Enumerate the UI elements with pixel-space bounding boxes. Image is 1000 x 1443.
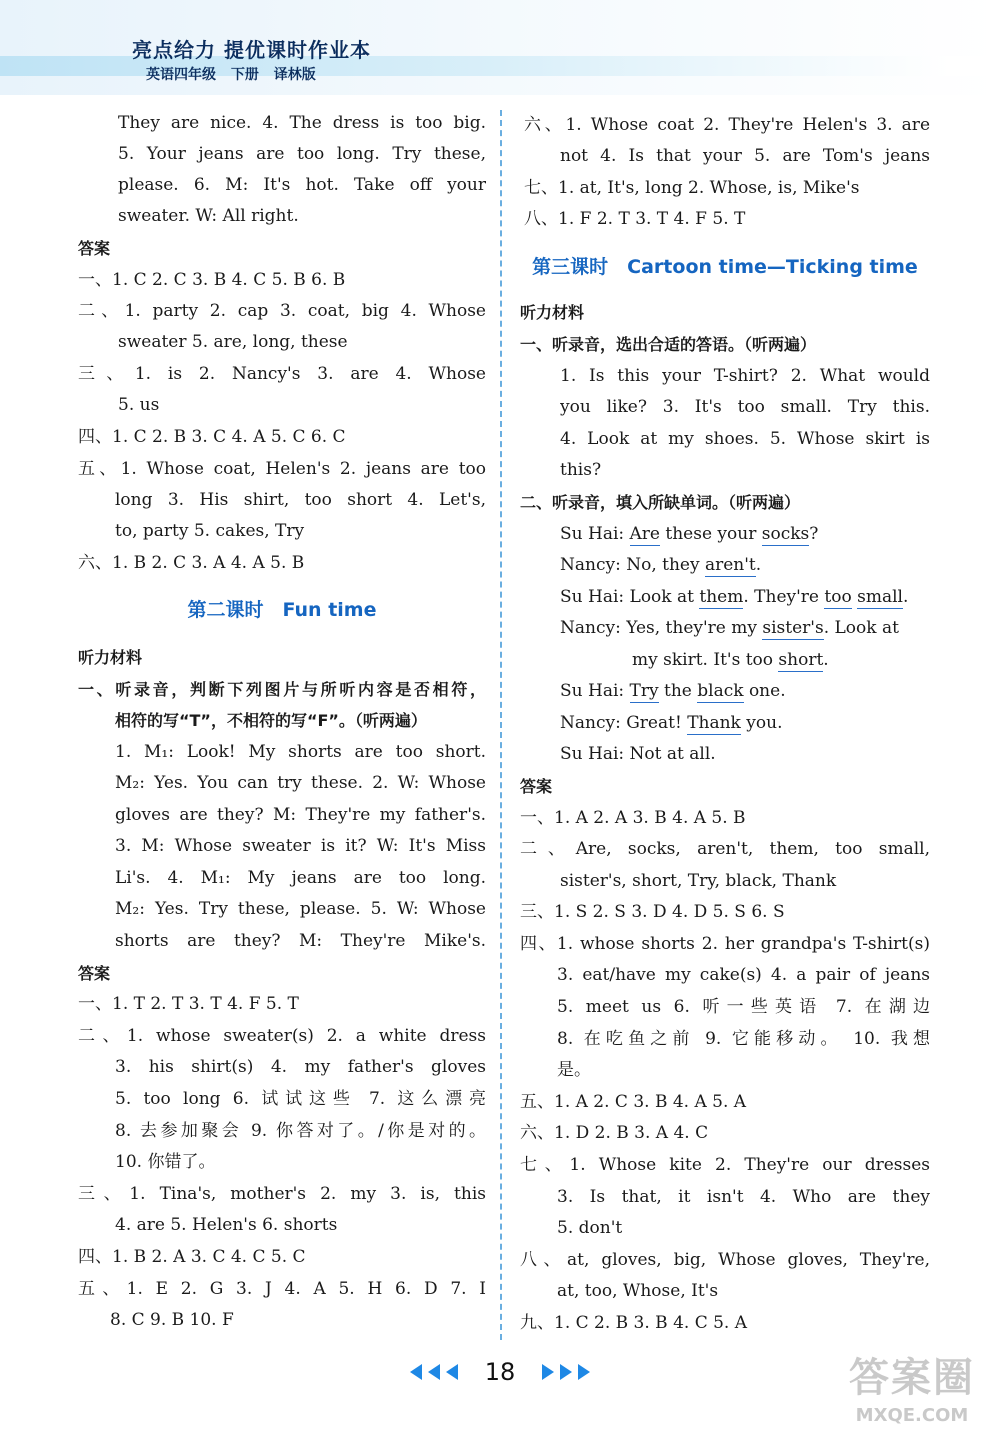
- filled-blank: Thank: [687, 713, 741, 733]
- answer-line: 九、1. C 2. B 3. B 4. C 5. A: [520, 1313, 748, 1333]
- filled-blank: black: [697, 681, 744, 701]
- answer-line: 二、1. party 2. cap 3. coat, big 4. Whose: [78, 301, 486, 321]
- dialogue-text: the: [658, 681, 698, 701]
- filled-blank: sister's: [762, 618, 824, 638]
- answer-line: 七、1. at, It's, long 2. Whose, is, Mike's: [524, 178, 860, 198]
- answer-line: 5. don't: [557, 1218, 623, 1238]
- dialogue-text: Nancy: Great!: [560, 713, 688, 733]
- answer-line: long 3. His shirt, too short 4. Let's,: [115, 490, 486, 510]
- answer-line: 五、1. E 2. G 3. J 4. A 5. H 6. D 7. I: [78, 1279, 486, 1299]
- answer-line: 一、1. C 2. C 3. B 4. C 5. B 6. B: [78, 270, 346, 290]
- dialogue-text: . Look at: [823, 618, 899, 638]
- answer-line: 八、at, gloves, big, Whose gloves, They're,: [520, 1250, 930, 1270]
- filled-blank: aren't: [704, 555, 756, 575]
- answer-line: 4. are 5. Helen's 6. shorts: [115, 1215, 338, 1235]
- watermark-url: MXQE.COM: [855, 1405, 969, 1426]
- script-line: this?: [560, 460, 602, 480]
- dialogue-text: these your: [660, 524, 762, 544]
- answer-line: 四、1. B 2. A 3. C 4. C 5. C: [78, 1247, 306, 1267]
- answer-line: 5. us: [118, 395, 160, 415]
- answer-line: 六、1. B 2. C 3. A 4. A 5. B: [78, 553, 305, 573]
- dialogue-line: [632, 645, 930, 676]
- listening-label: 听力材料: [520, 303, 585, 322]
- answer-line: sister's, short, Try, black, Thank: [560, 871, 837, 891]
- answer-line: 五、1. Whose coat, Helen's 2. jeans are too: [78, 459, 486, 479]
- previous-arrows-icon: [408, 1362, 470, 1382]
- answer-line: not 4. Is that your 5. are Tom's jeans: [560, 146, 930, 166]
- dialogue-text: Su Hai: Look at: [560, 587, 700, 607]
- script-line: 1. M₁: Look! My shorts are too short.: [115, 742, 486, 762]
- answer-line: 5. meet us 6. 听一些英语 7. 在湖边: [557, 997, 930, 1017]
- text-line: 5. Your jeans are too long. Try these,: [118, 144, 486, 164]
- listening-label: 听力材料: [78, 648, 143, 667]
- answer-line: 三、1. Tina's, mother's 2. my 3. is, this: [78, 1184, 486, 1204]
- answer-line: 5. too long 6. 试试这些 7. 这么漂亮: [115, 1089, 486, 1109]
- script-line: gloves are they? M: They're my father's.: [115, 805, 486, 825]
- script-line: M₂: Yes. You can try these. 2. W: Whose: [115, 773, 486, 793]
- question-instruction: 相符的写“T”，不相符的写“F”。（听两遍）: [115, 711, 427, 730]
- answer-line: 六、1. Whose coat 2. They're Helen's 3. are: [524, 115, 930, 135]
- header-title: 亮点给力 提优课时作业本: [132, 38, 371, 62]
- answer-line: 三、1. S 2. S 3. D 4. D 5. S 6. S: [520, 902, 785, 922]
- answer-line: 二、1. whose sweater(s) 2. a white dress: [78, 1026, 486, 1046]
- answers-label: 答案: [520, 777, 553, 796]
- question-instruction: 一、听录音，选出合适的答语。（听两遍）: [520, 335, 817, 354]
- answer-line: 10. 你错了。: [115, 1152, 216, 1172]
- answer-line: 八、1. F 2. T 3. T 4. F 5. T: [524, 209, 746, 229]
- dialogue-line: [560, 582, 930, 613]
- script-line: you like? 3. It's too small. Try this.: [560, 397, 930, 417]
- dialogue-line: [560, 550, 930, 581]
- answer-line: 是。: [557, 1060, 591, 1080]
- filled-blank: short: [778, 650, 824, 670]
- dialogue-text: Su Hai:: [560, 681, 630, 701]
- header-subtitle: 英语四年级 下册 译林版: [146, 67, 316, 83]
- dialogue-text: .: [902, 587, 909, 607]
- filled-blank: socks: [761, 524, 810, 544]
- page-number: 18: [484, 1358, 516, 1386]
- answer-line: at, too, Whose, It's: [557, 1281, 719, 1301]
- script-line: M₂: Yes. Try these, please. 5. W: Whose: [115, 899, 486, 919]
- dialogue-text: Nancy: No, they: [560, 555, 705, 575]
- answer-line: 8. 在吃鱼之前 9. 它能移动。 10. 我想: [557, 1029, 930, 1049]
- answer-line: 一、1. A 2. A 3. B 4. A 5. B: [520, 808, 746, 828]
- dialogue-line: [560, 708, 930, 739]
- watermark: [832, 1352, 992, 1436]
- dialogue-text: my skirt. It's too: [632, 650, 779, 670]
- answer-line: 六、1. D 2. B 3. A 4. C: [520, 1123, 709, 1143]
- question-instruction: 一、听录音，判断下列图片与所听内容是否相符，: [78, 680, 486, 699]
- filled-blank: small: [857, 587, 903, 607]
- script-line: 1. Is this your T-shirt? 2. What would: [560, 366, 930, 386]
- dialogue-text: .: [823, 650, 829, 670]
- answer-line: 二、Are, socks, aren't, them, too small,: [520, 839, 930, 859]
- section-title: 第二课时 Fun time: [187, 599, 377, 621]
- script-line: Li's. 4. M₁: My jeans are too long.: [115, 868, 486, 888]
- watermark-title: 答案圈: [849, 1355, 975, 1401]
- answer-line: 3. Is that, it isn't 4. Who are they: [557, 1187, 930, 1207]
- script-line: shorts are they? M: They're Mike's.: [115, 931, 486, 951]
- answer-line: to, party 5. cakes, Try: [115, 521, 305, 541]
- dialogue-text: .: [755, 555, 762, 575]
- answer-line: 七、1. Whose kite 2. They're our dresses: [520, 1155, 930, 1175]
- answers-label: 答案: [78, 239, 111, 258]
- filled-blank: Are: [629, 524, 660, 544]
- answer-line: 五、1. A 2. C 3. B 4. A 5. A: [520, 1092, 747, 1112]
- answer-line: 8. 去参加聚会 9. 你答对了。/你是对的。: [115, 1121, 486, 1141]
- script-line: 3. M: Whose sweater is it? W: It's Miss: [115, 836, 486, 856]
- text-line: please. 6. M: It's hot. Take off your: [118, 175, 486, 195]
- text-line: They are nice. 4. The dress is too big.: [118, 113, 486, 133]
- answer-line: 3. his shirt(s) 4. my father's gloves: [115, 1057, 486, 1077]
- dialogue-line: Su Hai: Not at all.: [560, 744, 716, 764]
- section-title: 第三课时 Cartoon time—Ticking time: [532, 256, 918, 278]
- dialogue-line: [560, 613, 930, 644]
- answer-line: 8. C 9. B 10. F: [110, 1310, 234, 1330]
- dialogue-text: ?: [809, 524, 819, 544]
- filled-blank: them: [699, 587, 744, 607]
- answer-line: 一、1. T 2. T 3. T 4. F 5. T: [78, 994, 299, 1014]
- filled-blank: Try: [629, 681, 659, 701]
- answer-line: 三、1. is 2. Nancy's 3. are 4. Whose: [78, 364, 486, 384]
- answer-line: 四、1. whose shorts 2. her grandpa's T-shirt(s): [520, 934, 930, 954]
- dialogue-line: [560, 519, 930, 550]
- answer-line: 3. eat/have my cake(s) 4. a pair of jeans: [557, 965, 930, 985]
- dialogue-text: . They're: [743, 587, 825, 607]
- answer-line: 四、1. C 2. B 3. C 4. A 5. C 6. C: [78, 427, 346, 447]
- column-divider: [500, 110, 502, 1340]
- answers-label: 答案: [78, 964, 111, 983]
- filled-blank: too: [824, 587, 852, 607]
- question-instruction: 二、听录音，填入所缺单词。（听两遍）: [520, 493, 801, 512]
- dialogue-line: [560, 676, 930, 707]
- answer-line: sweater 5. are, long, these: [118, 332, 348, 352]
- dialogue-text: Su Hai:: [560, 524, 630, 544]
- next-arrows-icon: [530, 1362, 592, 1382]
- dialogue-text: Nancy: Yes, they're my: [560, 618, 763, 638]
- script-line: 4. Look at my shoes. 5. Whose skirt is: [560, 429, 930, 449]
- dialogue-text: you.: [740, 713, 783, 733]
- text-line: sweater. W: All right.: [118, 206, 299, 226]
- dialogue-text: one.: [743, 681, 786, 701]
